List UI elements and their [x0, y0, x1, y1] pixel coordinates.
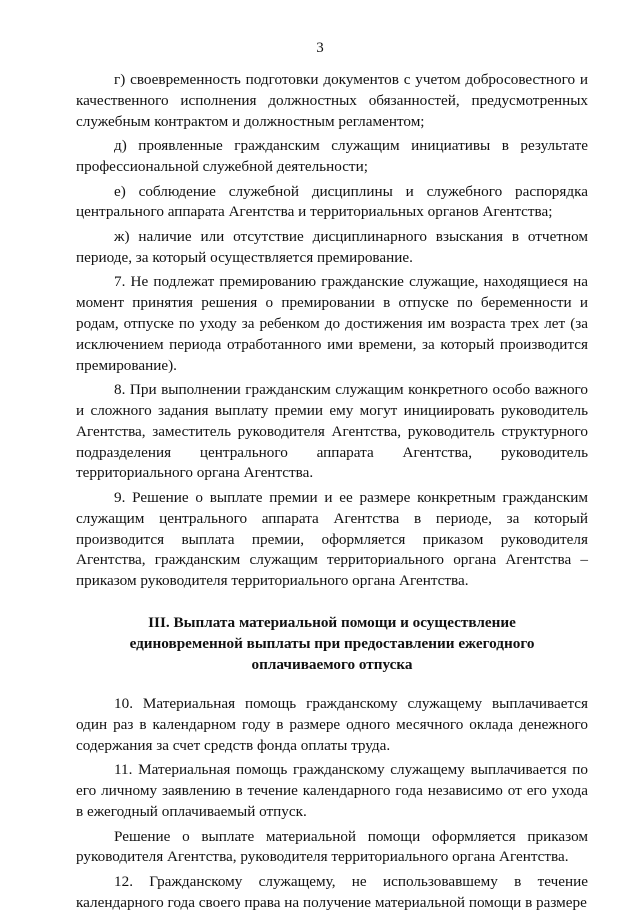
- section-heading: [76, 613, 588, 675]
- paragraph-zh: ж) наличие или отсутствие дисциплинарного взыскания в отчетном периоде, за который осуществляется премирование.: [76, 227, 588, 266]
- paragraph-decision: Решение о выплате материальной помощи оформляется приказом руководителя Агентства, руководителя территориального органа Агентства.: [76, 827, 588, 866]
- section-heading-line: III. Выплата материальной помощи и осуществление: [148, 613, 516, 631]
- paragraph-8: 8. При выполнении гражданским служащим конкретного особо важного и сложного задания выплату премии ему могут инициировать руководитель Агентства, заместитель руководителя Агентства, руководитель структурного подразделения центрального аппарата Агентства, руководитель территориального органа Агентства.: [76, 381, 588, 482]
- page-number: 3: [316, 40, 324, 56]
- paragraph-9: 9. Решение о выплате премии и ее размере конкретным гражданским служащим центрального аппарата Агентства в периоде, за который производится выплата премии, оформляется приказом руководителя Агентства, гражданским служащим территориального органа Агентства – приказом руководителя территориального органа Агентства.: [76, 488, 588, 590]
- paragraph-d: д) проявленные гражданским служащим инициативы в результате профессиональной служебной деятельности;: [76, 137, 588, 175]
- paragraph-12: 12. Гражданскому служащему, не использовавшему в течение календарного года своего права на получение материальной помощи в размере: [76, 873, 588, 911]
- paragraph-10: 10. Материальная помощь гражданскому служащему выплачивается один раз в календарном году в размере одного месячного оклада денежного содержания за счет средств фонда оплаты труда.: [76, 695, 588, 754]
- paragraph-e: е) соблюдение служебной дисциплины и служебного распорядка центрального аппарата Агентства и территориальных органов Агентства;: [76, 182, 588, 221]
- paragraph-11: 11. Материальная помощь гражданскому служащему выплачивается по его личному заявлению в течение календарного года независимо от его ухода в ежегодный оплачиваемый отпуск.: [76, 761, 588, 821]
- document-body: [76, 70, 588, 917]
- paragraph-g: г) своевременность подготовки документов с учетом добросовестного и качественного исполнения должностных обязанностей, предусмотренных служебным контрактом и должностным регламентом;: [76, 71, 588, 130]
- section-heading-line: единовременной выплаты при предоставлении ежегодного: [129, 634, 535, 652]
- paragraph-7: 7. Не подлежат премированию гражданские служащие, находящиеся на момент принятия решения о премировании в отпуске по беременности и родам, отпуске по уходу за ребенком до достижения им возраста трех лет (за исключением периода отработанного ими времени, за который производится премирование).: [76, 273, 588, 374]
- section-heading-line: оплачиваемого отпуска: [251, 655, 413, 673]
